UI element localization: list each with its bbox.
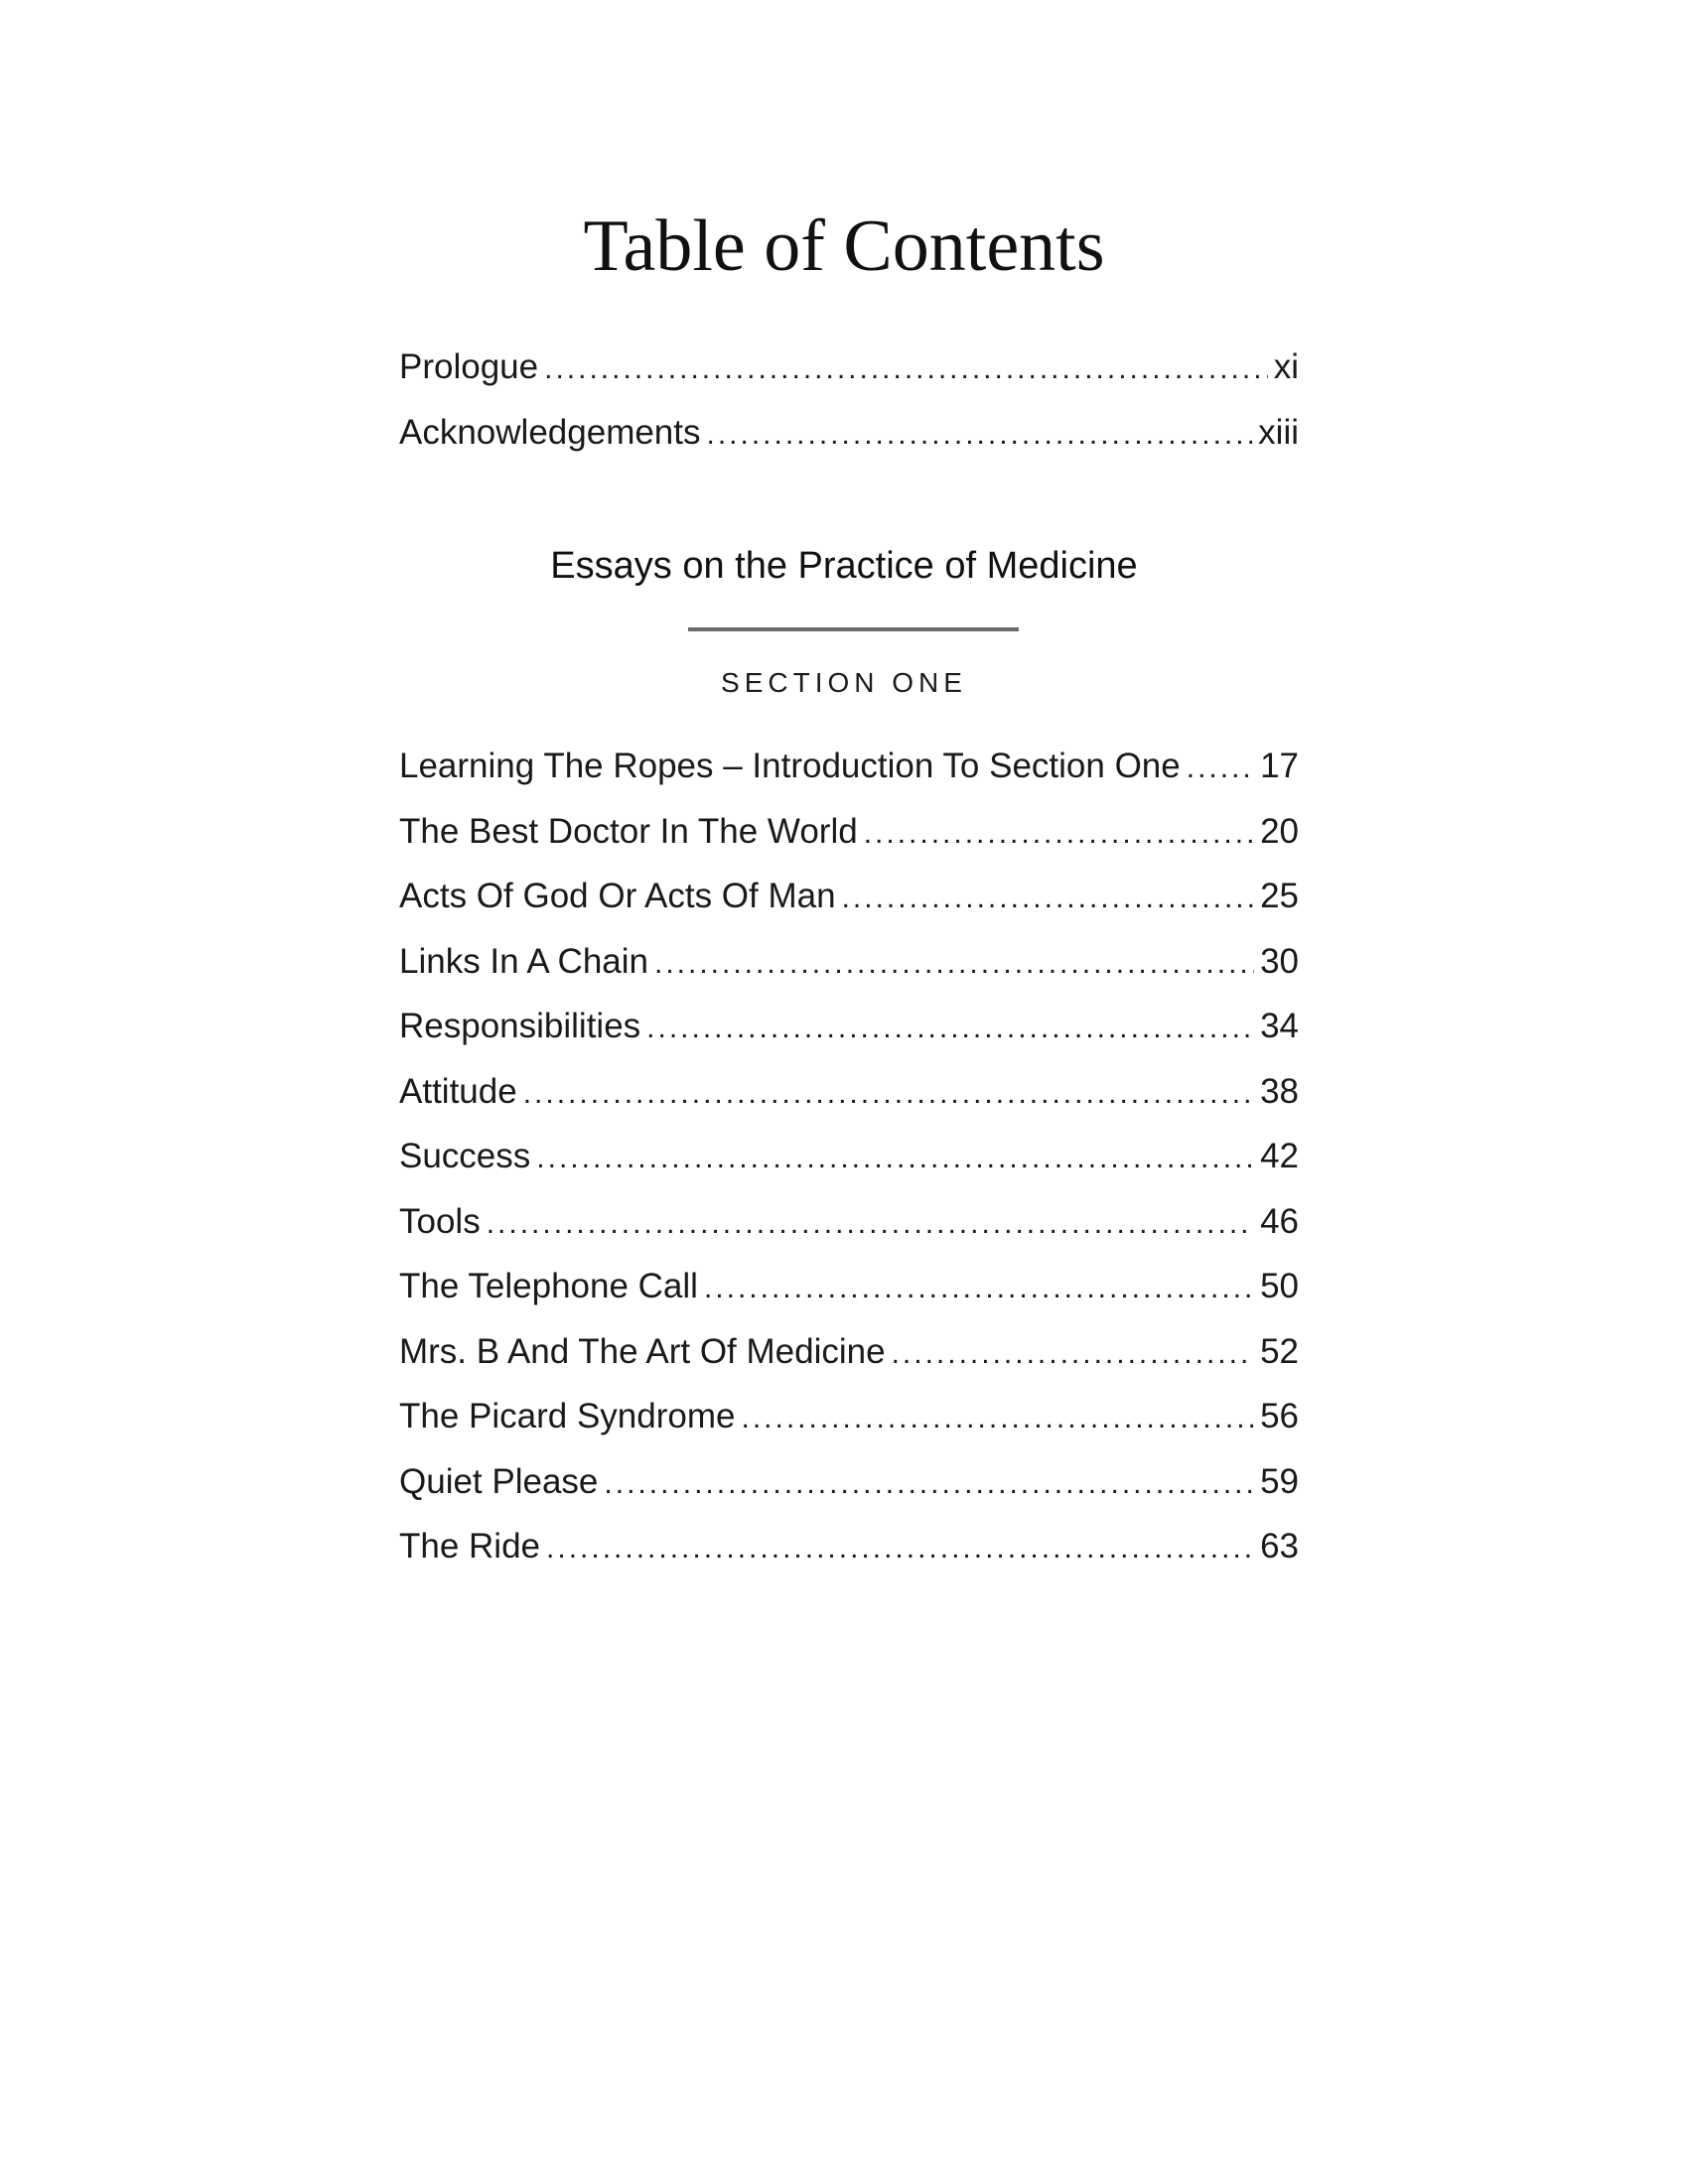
toc-entry-label: The Best Doctor In The World xyxy=(399,811,858,851)
heading-divider xyxy=(688,627,1019,631)
dot-leader xyxy=(523,1077,1254,1111)
toc-entry[interactable] xyxy=(399,1397,1299,1462)
toc-entry[interactable] xyxy=(399,1072,1299,1138)
toc-entry-label: Tools xyxy=(399,1201,481,1241)
toc-entry-label: Attitude xyxy=(399,1071,517,1111)
toc-entry-page: xi xyxy=(1273,347,1299,386)
dot-leader xyxy=(1187,751,1254,785)
toc-entry[interactable] xyxy=(399,1462,1299,1528)
toc-entry-page: 30 xyxy=(1260,941,1299,981)
part-heading: Essays on the Practice of Medicine xyxy=(550,545,1138,587)
toc-entry-page: 50 xyxy=(1260,1267,1299,1305)
dot-leader xyxy=(842,882,1254,915)
toc-entry-label: The Telephone Call xyxy=(399,1267,698,1305)
toc-entry-label: Quiet Please xyxy=(399,1461,599,1501)
toc-entry-page: 46 xyxy=(1260,1201,1299,1241)
toc-entry[interactable] xyxy=(399,942,1299,1008)
toc-entry[interactable] xyxy=(399,1527,1299,1592)
section-one-list xyxy=(399,747,1299,1592)
toc-entry-page: xiii xyxy=(1258,412,1299,452)
dot-leader xyxy=(707,418,1253,452)
dot-leader xyxy=(704,1272,1254,1305)
dot-leader xyxy=(604,1467,1254,1501)
toc-entry-page: 25 xyxy=(1260,877,1299,915)
dot-leader xyxy=(864,817,1254,851)
toc-entry-label: Success xyxy=(399,1137,531,1175)
toc-entry-page: 34 xyxy=(1260,1007,1299,1045)
toc-entry-page: 56 xyxy=(1260,1397,1299,1435)
toc-entry-page: 42 xyxy=(1260,1137,1299,1175)
toc-entry[interactable] xyxy=(399,812,1299,878)
dot-leader xyxy=(741,1402,1254,1435)
toc-entry-label: The Picard Syndrome xyxy=(399,1397,736,1435)
dot-leader xyxy=(892,1337,1255,1371)
toc-entry[interactable] xyxy=(399,1202,1299,1268)
toc-entry-page: 17 xyxy=(1260,747,1299,785)
toc-entry-page: 38 xyxy=(1260,1071,1299,1111)
toc-entry-prologue[interactable] xyxy=(399,347,1299,413)
toc-entry-label: The Ride xyxy=(399,1527,541,1566)
section-label: SECTION ONE xyxy=(721,667,967,698)
dot-leader xyxy=(646,1012,1254,1045)
toc-entry-label: Learning The Ropes – Introduction To Section One xyxy=(399,747,1181,785)
toc-entry-page: 63 xyxy=(1260,1527,1299,1566)
dot-leader xyxy=(544,352,1268,386)
toc-entry-label: Mrs. B And The Art Of Medicine xyxy=(399,1331,886,1371)
toc-entry-page: 20 xyxy=(1260,811,1299,851)
toc-entry-acknowledgements[interactable] xyxy=(399,413,1299,478)
toc-entry-page: 59 xyxy=(1260,1461,1299,1501)
toc-entry[interactable] xyxy=(399,1267,1299,1332)
toc-entry[interactable] xyxy=(399,877,1299,942)
dot-leader xyxy=(487,1207,1254,1241)
dot-leader xyxy=(536,1142,1254,1175)
page-title: Table of Contents xyxy=(583,205,1105,287)
toc-entry-label: Acts Of God Or Acts Of Man xyxy=(399,877,836,915)
toc-entry-label: Responsibilities xyxy=(399,1007,641,1045)
toc-entry-label: Acknowledgements xyxy=(399,412,701,452)
dot-leader xyxy=(654,947,1254,981)
toc-entry[interactable] xyxy=(399,1332,1299,1398)
toc-entry[interactable] xyxy=(399,1007,1299,1072)
toc-entry-page: 52 xyxy=(1260,1331,1299,1371)
toc-entry[interactable] xyxy=(399,1137,1299,1202)
toc-entry[interactable] xyxy=(399,747,1299,812)
dot-leader xyxy=(546,1532,1254,1566)
toc-entry-label: Links In A Chain xyxy=(399,941,648,981)
toc-entry-label: Prologue xyxy=(399,347,539,386)
front-matter-list xyxy=(399,347,1299,478)
